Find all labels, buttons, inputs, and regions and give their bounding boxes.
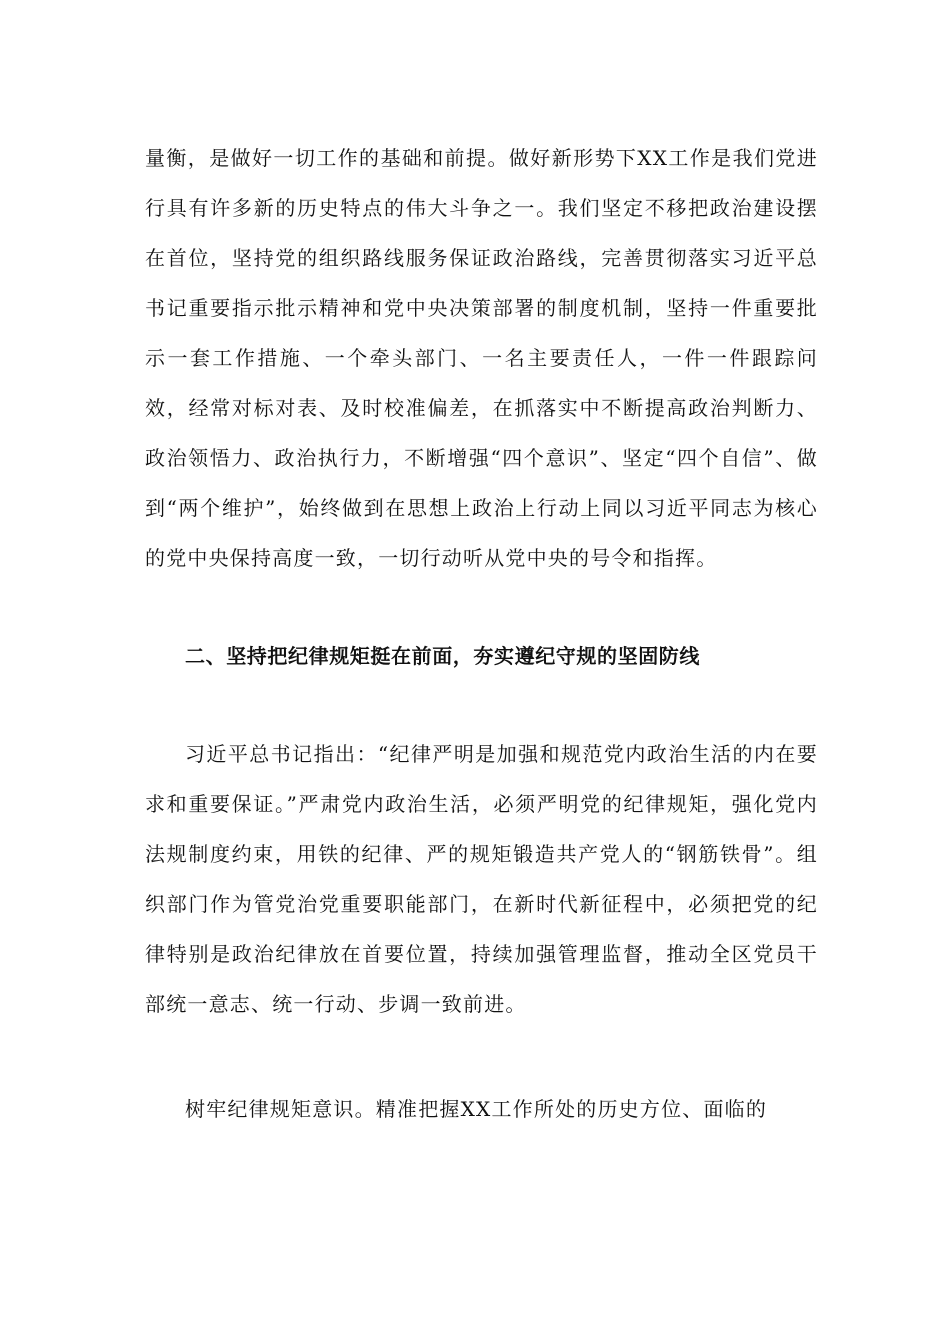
body-paragraph-2: 习近平总书记指出：“纪律严明是加强和规范党内政治生活的内在要求和重要保证。”严肃党内政治生活，必须严明党的纪律规矩，强化党内法规制度约束，用铁的纪律、严的规矩锻造共产党人的“钢筋铁骨”。组织部门作为管党治党重要职能部门，在新时代新征程中，必须把党的纪律特别是政治纪律放在首要位置，持续加强管理监督，推动全区党员干部统一意志、统一行动、步调一致前进。	[145, 742, 818, 1016]
section-heading-2: 二、坚持把纪律规矩挺在前面，夯实遵纪守规的坚固防线	[185, 644, 700, 668]
body-paragraph-3: 树牢纪律规矩意识。精准把握XX工作所处的历史方位、面临的	[185, 1097, 768, 1121]
body-paragraph-1: 量衡，是做好一切工作的基础和前提。做好新形势下XX工作是我们党进行具有许多新的历史特点的伟大斗争之一。我们坚定不移把政治建设摆在首位，坚持党的组织路线服务保证政治路线，完善贯彻落实习近平总书记重要指示批示精神和党中央决策部署的制度机制，坚持一件重要批示一套工作措施、一个牵头部门、一名主要责任人，一件一件跟踪问效，经常对标对表、及时校准偏差，在抓落实中不断提高政治判断力、政治领悟力、政治执行力，不断增强“四个意识”、坚定“四个自信”、做到“两个维护”，始终做到在思想上政治上行动上同以习近平同志为核心的党中央保持高度一致，一切行动听从党中央的号令和指挥。	[145, 146, 818, 570]
